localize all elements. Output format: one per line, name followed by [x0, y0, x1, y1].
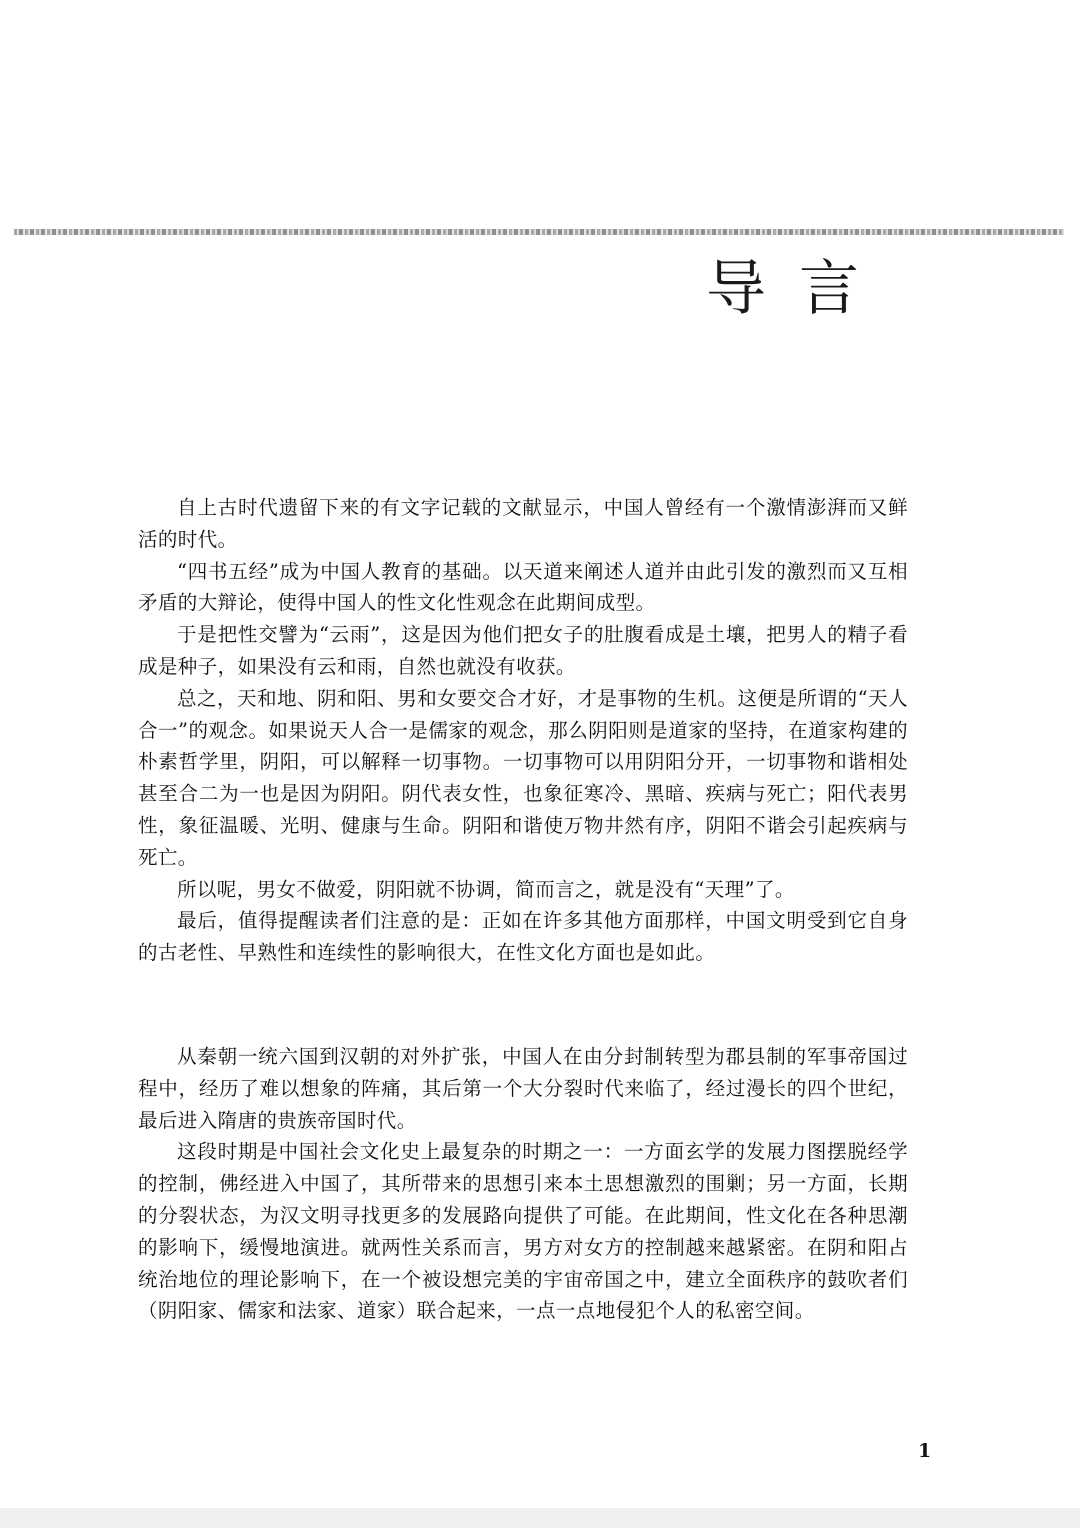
chapter-title: 导言 [706, 254, 892, 324]
paragraph: 总之，天和地、阴和阳、男和女要交合才好，才是事物的生机。这便是所谓的“天人合一”的观念。如果说天人合一是儒家的观念，那么阴阳则是道家的坚持，在道家构建的朴素哲学里，阴阳，可以解释一切事物。一切事物可以用阴阳分开，一切事物和谐相处甚至合二为一也是因为阴阳。阴代表女性，也象征寒冷、黑暗、疾病与死亡；阳代表男性，象征温暖、光明、健康与生命。阴阳和谐使万物井然有序，阴阳不谐会引起疾病与死亡。 [138, 686, 908, 869]
paragraph: 于是把性交譬为“云雨”，这是因为他们把女子的肚腹看成是土壤，把男人的精子看成是种子，如果没有云和雨，自然也就没有收获。 [138, 623, 908, 678]
page-number: 1 [918, 1440, 932, 1462]
paragraph: 从秦朝一统六国到汉朝的对外扩张，中国人在由分封制转型为郡县制的军事帝国过程中，经历了难以想象的阵痛，其后第一个大分裂时代来临了，经过漫长的四个世纪，最后进入隋唐的贵族帝国时代。 [138, 1045, 908, 1132]
viewer-bottom-bar [0, 1508, 1080, 1528]
section-two [138, 1041, 908, 1327]
section-one [138, 492, 908, 969]
paragraph: 自上古时代遗留下来的有文字记载的文献显示，中国人曾经有一个激情澎湃而又鲜活的时代。 [138, 496, 908, 551]
paragraph: “四书五经”成为中国人教育的基础。以天道来阐述人道并由此引发的激烈而又互相矛盾的大辩论，使得中国人的性文化性观念在此期间成型。 [138, 559, 908, 615]
paragraph: 这段时期是中国社会文化史上最复杂的时期之一：一方面玄学的发展力图摆脱经学的控制，佛经进入中国了，其所带来的思想引来本土思想激烈的围剿；另一方面，长期的分裂状态，为汉文明寻找更多的发展路向提供了可能。在此期间，性文化在各种思潮的影响下，缓慢地演进。就两性关系而言，男方对女方的控制越来越紧密。在阴和阳占统治地位的理论影响下，在一个被设想完美的宇宙帝国之中，建立全面秩序的鼓吹者们（阴阳家、儒家和法家、道家）联合起来，一点一点地侵犯个人的私密空间。 [138, 1140, 908, 1323]
header-rule [14, 229, 1064, 235]
paragraph: 最后，值得提醒读者们注意的是：正如在许多其他方面那样，中国文明受到它自身的古老性、早熟性和连续性的影响很大，在性文化方面也是如此。 [138, 909, 908, 965]
paragraph: 所以呢，男女不做爱，阴阳就不协调，简而言之，就是没有“天理”了。 [177, 877, 795, 901]
